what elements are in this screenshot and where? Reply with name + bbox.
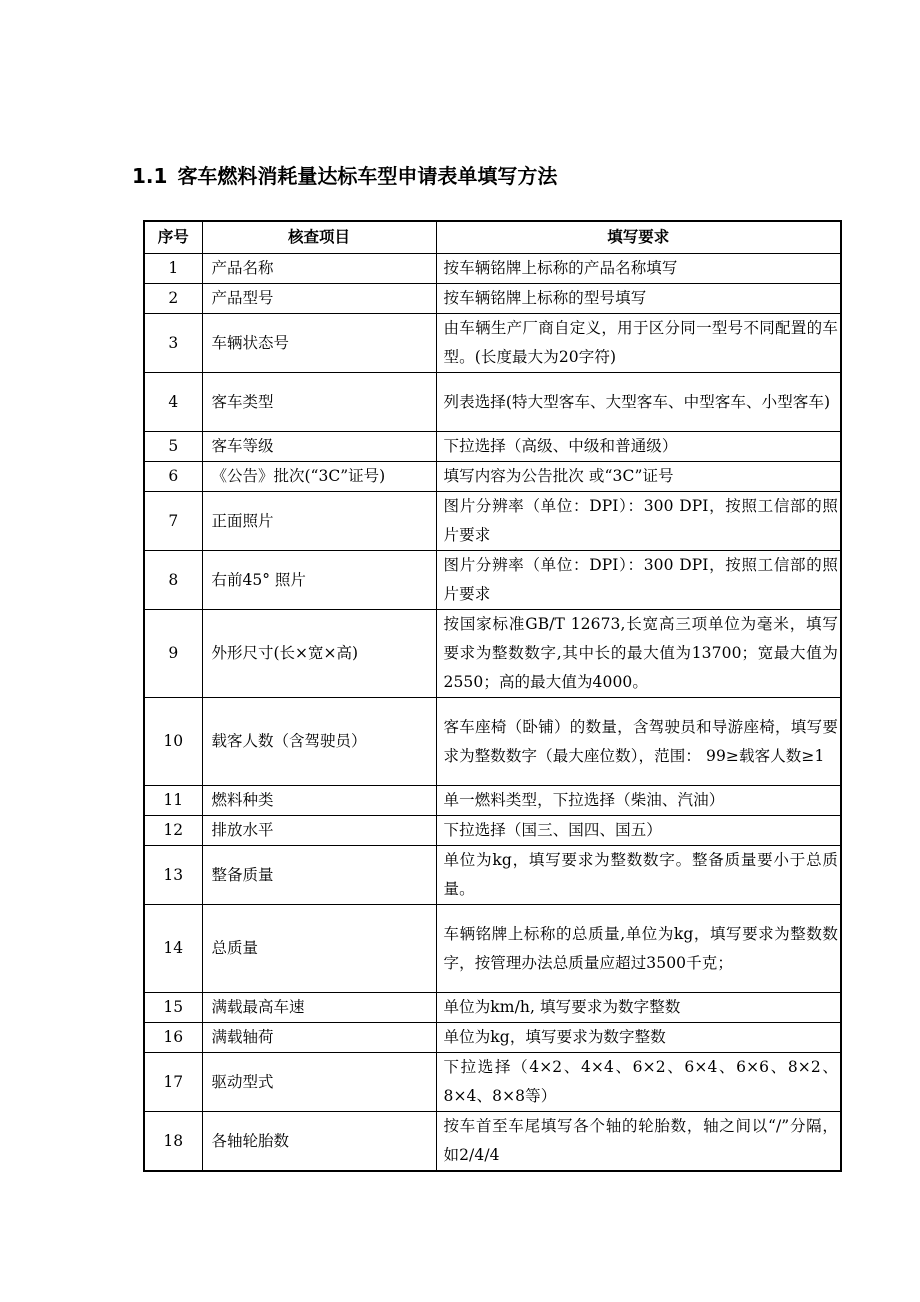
table-row [144, 462, 841, 492]
row-requirement: 下拉选择（高级、中级和普通级） [436, 432, 841, 462]
table-row [144, 551, 841, 610]
table-row [144, 1053, 841, 1112]
table-row [144, 610, 841, 698]
row-requirement: 按车辆铭牌上标称的产品名称填写 [436, 254, 841, 284]
row-item: 燃料种类 [202, 786, 436, 816]
row-requirement: 单位为kg，填写要求为数字整数 [436, 1023, 841, 1053]
table-row [144, 254, 841, 284]
row-requirement: 由车辆生产厂商自定义，用于区分同一型号不同配置的车型。(长度最大为20字符) [436, 314, 841, 373]
requirements-table [143, 220, 842, 1172]
row-number: 10 [144, 698, 202, 786]
row-number: 14 [144, 905, 202, 993]
row-item: 外形尺寸(长×宽×高) [202, 610, 436, 698]
row-item: 驱动型式 [202, 1053, 436, 1112]
row-item: 客车等级 [202, 432, 436, 462]
row-item: 各轴轮胎数 [202, 1112, 436, 1172]
row-item: 整备质量 [202, 846, 436, 905]
table-row [144, 905, 841, 993]
row-requirement: 按车首至车尾填写各个轴的轮胎数，轴之间以“/”分隔，如2/4/4 [436, 1112, 841, 1172]
table-row [144, 1023, 841, 1053]
page-title [132, 160, 557, 192]
table-row [144, 432, 841, 462]
row-requirement: 按车辆铭牌上标称的型号填写 [436, 284, 841, 314]
row-number: 17 [144, 1053, 202, 1112]
row-number: 18 [144, 1112, 202, 1172]
table-header-row [144, 221, 841, 254]
row-number: 5 [144, 432, 202, 462]
table-row [144, 1112, 841, 1172]
section-title: 客车燃料消耗量达标车型申请表单填写方法 [177, 164, 558, 188]
row-number: 6 [144, 462, 202, 492]
row-requirement: 下拉选择（国三、国四、国五） [436, 816, 841, 846]
row-item: 车辆状态号 [202, 314, 436, 373]
row-requirement: 客车座椅（卧铺）的数量，含驾驶员和导游座椅，填写要求为整数数字（最大座位数），范围： 99≥载客人数≥1 [436, 698, 841, 786]
row-item: 右前45° 照片 [202, 551, 436, 610]
row-requirement: 图片分辨率（单位：DPI）：300 DPI，按照工信部的照片要求 [436, 551, 841, 610]
row-number: 11 [144, 786, 202, 816]
table-row [144, 698, 841, 786]
row-number: 15 [144, 993, 202, 1023]
row-requirement: 车辆铭牌上标称的总质量,单位为kg，填写要求为整数数字，按管理办法总质量应超过3500千克； [436, 905, 841, 993]
table-row [144, 314, 841, 373]
row-number: 16 [144, 1023, 202, 1053]
header-item: 核查项目 [202, 221, 436, 254]
row-number: 8 [144, 551, 202, 610]
header-no: 序号 [144, 221, 202, 254]
table-row [144, 993, 841, 1023]
section-number: 1.1 [132, 164, 168, 188]
table-row [144, 373, 841, 432]
row-item: 总质量 [202, 905, 436, 993]
row-number: 12 [144, 816, 202, 846]
row-requirement: 按国家标准GB/T 12673,长宽高三项单位为毫米，填写要求为整数数字,其中长的最大值为13700；宽最大值为2550；高的最大值为4000。 [436, 610, 841, 698]
table-row [144, 846, 841, 905]
row-item: 客车类型 [202, 373, 436, 432]
row-number: 9 [144, 610, 202, 698]
row-number: 1 [144, 254, 202, 284]
row-item: 产品名称 [202, 254, 436, 284]
row-number: 13 [144, 846, 202, 905]
row-requirement: 下拉选择（4×2、4×4、6×2、6×4、6×6、8×2、8×4、8×8等） [436, 1053, 841, 1112]
row-item: 满载最高车速 [202, 993, 436, 1023]
row-item: 产品型号 [202, 284, 436, 314]
row-number: 7 [144, 492, 202, 551]
table-row [144, 786, 841, 816]
row-item: 排放水平 [202, 816, 436, 846]
row-requirement: 单位为kg，填写要求为整数数字。整备质量要小于总质量。 [436, 846, 841, 905]
row-requirement: 单一燃料类型，下拉选择（柴油、汽油） [436, 786, 841, 816]
row-number: 3 [144, 314, 202, 373]
header-requirement: 填写要求 [436, 221, 841, 254]
row-requirement: 单位为km/h, 填写要求为数字整数 [436, 993, 841, 1023]
table-row [144, 492, 841, 551]
table-row [144, 284, 841, 314]
row-number: 4 [144, 373, 202, 432]
table-row [144, 816, 841, 846]
row-item: 满载轴荷 [202, 1023, 436, 1053]
row-requirement: 填写内容为公告批次 或“3C”证号 [436, 462, 841, 492]
row-number: 2 [144, 284, 202, 314]
row-requirement: 图片分辨率（单位：DPI）：300 DPI，按照工信部的照片要求 [436, 492, 841, 551]
row-item: 正面照片 [202, 492, 436, 551]
row-item: 《公告》批次(“3C”证号) [202, 462, 436, 492]
row-item: 载客人数（含驾驶员） [202, 698, 436, 786]
row-requirement: 列表选择(特大型客车、大型客车、中型客车、小型客车) [436, 373, 841, 432]
